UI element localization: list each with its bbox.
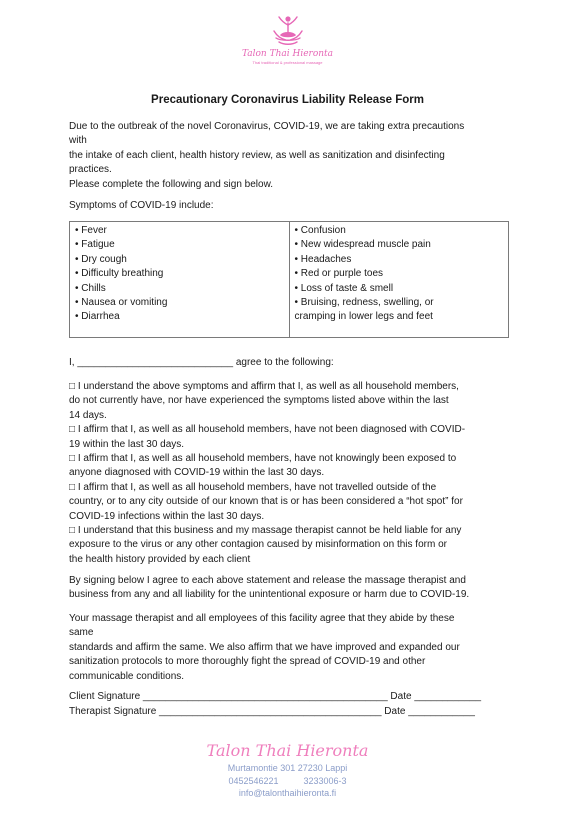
header-logo (0, 14, 575, 65)
statements-list (69, 380, 509, 567)
symptoms-right-column (289, 222, 509, 338)
statement-line: exposure to the virus or any other contagion caused by misinformation on this form or (69, 539, 447, 551)
symptom-item: • Headaches (294, 253, 352, 265)
staff-line: Your massage therapist and all employees of this facility agree that they abide by these (69, 613, 455, 624)
statement-line: the health history provided by each client (69, 553, 251, 565)
symptom-item: • Red or purple toes (294, 268, 384, 280)
symptom-item: • New widespread muscle pain (294, 239, 431, 251)
intro-paragraph (69, 120, 509, 192)
statement-line: 14 days. (69, 409, 107, 421)
footer-contact (0, 740, 575, 800)
intro-line: the intake of each client, health history review, as well as sanitization and disinfecting (69, 149, 445, 161)
statement-checkbox-line[interactable]: □ I affirm that I, as well as all household members, have not been diagnosed with COVID- (69, 424, 466, 436)
symptom-item: • Dry cough (75, 253, 127, 265)
staff-line: same (69, 627, 94, 639)
symptom-item: • Confusion (294, 225, 346, 236)
page-title: Precautionary Coronavirus Liability Release Form (151, 94, 424, 106)
agree-line[interactable]: I, ____________________________ agree to the following: (69, 357, 334, 368)
statement-checkbox-line[interactable]: □ I understand that this business and my massage therapist cannot be held liable for any (69, 525, 462, 537)
release-line: By signing below I agree to each above statement and release the massage therapist and (69, 575, 466, 586)
statement-line: 19 within the last 30 days. (69, 438, 185, 450)
statement-checkbox-line[interactable]: □ I affirm that I, as well as all household members, have not travelled outside of the (69, 481, 437, 493)
staff-paragraph (69, 612, 509, 684)
intro-line: Due to the outbreak of the novel Coronavirus, COVID-19, we are taking extra precautions (69, 121, 465, 132)
staff-line: standards and affirm the same. We also affirm that we have improved and expanded our (69, 641, 460, 653)
statement-line: COVID-19 infections within the last 30 days. (69, 510, 265, 522)
therapist-signature-line[interactable]: Therapist Signature ________________________________________ Date ____________ (69, 706, 475, 717)
logo-tagline: Thai traditional & professional massage (252, 60, 323, 65)
release-paragraph (69, 574, 509, 603)
intro-line: practices. (69, 164, 112, 176)
symptom-item: cramping in lower legs and feet (294, 311, 433, 323)
symptom-item: • Diarrhea (75, 311, 120, 323)
statement-checkbox-line[interactable]: □ I understand the above symptoms and affirm that I, as well as all household members, (69, 381, 459, 392)
statement-line: do not currently have, nor have experienced the symptoms listed above within the last (69, 395, 449, 407)
staff-line: communicable conditions. (69, 670, 185, 682)
statement-line: anyone diagnosed with COVID-19 within the last 30 days. (69, 467, 325, 479)
symptom-item: • Fatigue (75, 239, 115, 251)
footer-address: Murtamontie 301 27230 Lappi (227, 763, 348, 773)
symptoms-table (69, 221, 509, 338)
intro-line: with (69, 135, 87, 147)
symptom-item: • Loss of taste & smell (294, 282, 394, 294)
symptom-item: • Nausea or vomiting (75, 297, 168, 309)
statement-line: country, or to any city outside of our known that is or has been considered a “hot spot” for (69, 496, 463, 508)
symptoms-heading: Symptoms of COVID-19 include: (69, 200, 214, 211)
client-signature-line[interactable]: Client Signature ____________________________________________ Date ____________ (69, 691, 482, 702)
staff-line: sanitization protocols to more thoroughly fight the spread of COVID-19 and other (69, 656, 426, 668)
release-line: business from any and all liability for the unintentional exposure or harm due to COVID-19. (69, 589, 470, 601)
logo-wordmark: Talon Thai Hieronta (241, 49, 334, 59)
intro-line: Please complete the following and sign below. (69, 178, 274, 190)
symptom-item: • Fever (75, 225, 107, 236)
symptom-item: • Chills (75, 282, 106, 294)
symptom-item: • Bruising, redness, swelling, or (294, 297, 434, 309)
statement-checkbox-line[interactable]: □ I affirm that I, as well as all household members, have not knowingly been exposed to (69, 453, 457, 465)
lotus-yoga-figure-icon (270, 14, 306, 48)
symptom-item: • Difficulty breathing (75, 268, 164, 280)
footer-business-name: Talon Thai Hieronta (206, 741, 369, 760)
symptoms-left-column (70, 222, 290, 338)
footer-email[interactable]: info@talonthaihieronta.fi (238, 788, 337, 798)
footer-phones: 0452546221 3233006-3 (228, 775, 347, 786)
